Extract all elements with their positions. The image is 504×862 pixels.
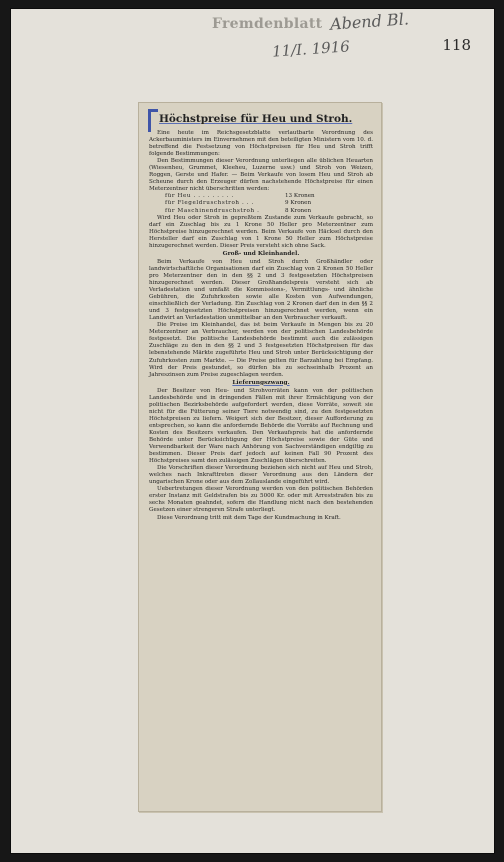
handwritten-date: 11/I. 1916 — [271, 37, 351, 61]
article-paragraph: Den Bestimmungen dieser Verordnung unterliegen alle üblichen Heuarten (Wiesenheu, Grummet, Kleeheu, Luzerne usw.) und Stroh von Weizen, Roggen, Gerste und Hafer. — Beim Verkaufe von losem Heu und Stroh ab Scheune durch den Erzeuger dürfen nachstehende Höchstpreise für einen Meterzentner nicht überschritten werden: — [149, 158, 373, 193]
price-rate-value: 13 Kronen — [285, 193, 315, 200]
article-paragraph: Wird Heu oder Stroh in gepreßtem Zustande zum Verkaufe gebracht, so darf ein Zuschlag bis zu 1 Krone 50 Heller pro Meterzentner zum Höchstpreise hinzugerechnet werden. Beim Verkaufe von Häcksel durch den Hersteller darf ein Zuschlag von 1 Krone 50 Heller zum Höchstpreise hinzugerechnet werden. Dieser Preis versteht sich ohne Sack. — [149, 214, 373, 249]
article-paragraph: Beim Verkaufe von Heu und Stroh durch Großhändler oder landwirtschaftliche Organisationen darf ein Zuschlag von 2 Kronen 50 Heller pro Meterzentner den in den §§ 2 und 3 festgesetzten Höchstpreisen hinzugerechnet werden. Dieser Großhandelspreis versteht sich ab Verladestation und umfaßt die Kommissions-, Vermittlungs- und ähnliche Gebühren, die Zufuhrkosten sowie alle Kosten von Aufwendungen, einschließlich der Verladung. Ein Zuschlag von 2 Kronen darf den in den §§ 2 und 3 festgesetzten Höchstpreisen hinzugerechnet werden, wenn ein Landwirt an Verladestation unmittelbar an den Verbraucher verkauft. — [149, 258, 373, 322]
article-paragraph: Die Vorschriften dieser Verordnung beziehen sich nicht auf Heu und Stroh, welches nach Inkrafttreten dieser Verordnung aus den Ländern der ungarischen Krone oder aus dem Zollauslande eingeführt wird. — [149, 465, 373, 486]
handwritten-edition: Abend Bl. — [329, 9, 410, 34]
article-body — [149, 130, 373, 522]
article-paragraph: Diese Verordnung tritt mit dem Tage der Kundmachung in Kraft. — [157, 514, 341, 521]
price-rate-row — [149, 208, 373, 215]
article-paragraph: Der Besitzer von Heu- und Strohvorräten kann von der politischen Landesbehörde und in dringenden Fällen mit ihrer Ermächtigung von der politischen Bezirksbehörde aufgefordert werden, diese Vorräte, soweit sie nicht für die Fütterung seiner Tiere notwendig sind, zu den festgesetzten Höchstpreisen zu liefern. Weigert sich der Besitzer, dieser Aufforderung zu entsprechen, so kann die anfordernde Behörde die Vorräte auf Rechnung und Kosten des Besitzers verkaufen. Den Verkaufspreis hat die anfordernde Behörde unter Berücksichtigung der Höchstpreise sowie der Güte und Verwendbarkeit der Ware nach Anhörung von Sachverständigen endgiltig zu bestimmen. Dieser Preis darf jedoch auf keinen Fall 90 Prozent des Höchstpreises samt den zulässigen Zuschlägen überschreiten. — [149, 387, 373, 465]
price-rate-label: für Maschinendruschstroh . — [165, 207, 260, 214]
price-rate-label: für Heu . . . . . . . . . — [165, 193, 234, 200]
newspaper-clipping — [138, 102, 382, 812]
archive-sheet — [10, 8, 495, 854]
price-rate-value: 9 Kronen — [285, 200, 312, 207]
price-rate-row — [149, 200, 373, 207]
article-paragraph: Die Preise im Kleinhandel, das ist beim Verkaufe in Mengen bis zu 20 Meterzentner an Verbraucher, werden von der politischen Landesbehörde festgesetzt. Die politische Landesbehörde bestimmt auch die zulässigen Zuschläge zu den in den §§ 2 und 3 festgesetzten Höchstpreisen für das lebenstehende Märkte zugeführte Heu und Stroh unter Berücksichtigung der Zufuhrkosten zum Markte. — Die Preise gelten für Barzahlung bei Empfang. Wird der Preis gestundet, so dürfen bis zu sechseinhalb Prozent an Jahreszinsen zum Preise zugeschlagen werden. — [149, 322, 373, 378]
price-rate-label: für Flegeldruschstroh . . . — [165, 200, 254, 207]
section-heading: Lieferungszwang. — [232, 379, 290, 386]
page-number: 118 — [442, 36, 471, 54]
price-rate-row — [149, 193, 373, 200]
blue-pencil-mark — [148, 109, 158, 132]
section-heading: Groß- und Kleinhandel. — [222, 250, 300, 257]
article-paragraph: Uebertretungen dieser Verordnung werden von den politischen Behörden erster Instanz mit Geldstrafen bis zu 5000 Kr. oder mit Arreststrafen bis zu sechs Monaten geahndet, sofern die Handlung nicht nach den bestehenden Gesetzen einer strengeren Strafe unterliegt. — [149, 486, 373, 514]
article-paragraph: Eine heute im Reichsgesetzblatte verlautbarte Verordnung des Ackerbauministers im Einvernehmen mit den beteiligten Ministern vom 10. d. betreffend die Festsetzung von Höchstpreisen für Heu und Stroh trifft folgende Bestimmungen: — [149, 130, 373, 158]
price-rate-value: 8 Kronen — [285, 207, 312, 214]
newspaper-stamp: Fremdenblatt — [212, 16, 323, 32]
article-headline: Höchstpreise für Heu und Stroh. — [159, 113, 353, 125]
